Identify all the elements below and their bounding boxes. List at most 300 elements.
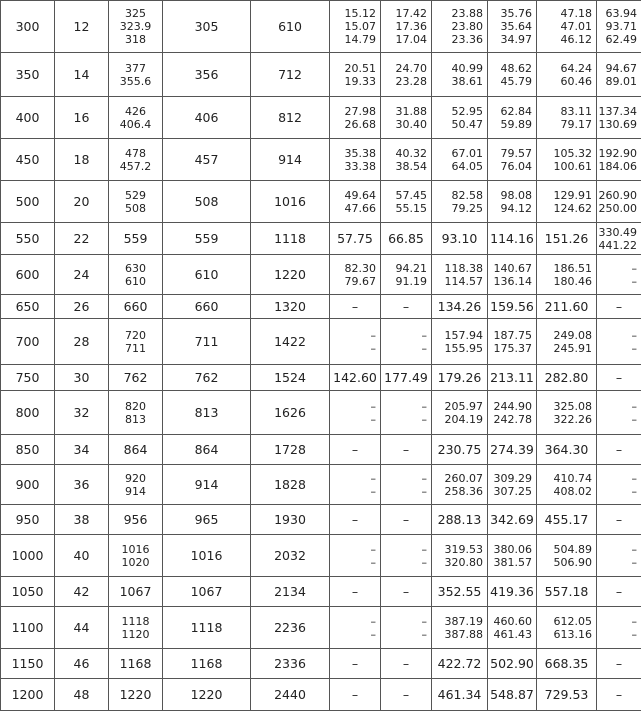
table-cell — [537, 607, 597, 649]
table-cell: 1220 — [251, 255, 330, 295]
table-cell: 1626 — [251, 391, 330, 435]
cell-value: 130.69 — [597, 118, 641, 131]
table-cell — [488, 319, 537, 365]
cell-value: 27.98 — [330, 105, 380, 118]
table-cell: 1067 — [163, 577, 251, 607]
cell-value: 45.79 — [488, 75, 536, 88]
cell-value: 34.97 — [488, 33, 536, 46]
cell-value: 387.88 — [432, 628, 487, 641]
cell-value: 52.95 — [432, 105, 487, 118]
table-row — [1, 181, 641, 223]
cell-value: – — [330, 413, 380, 426]
cell-value: 249.08 — [537, 329, 596, 342]
table-cell: – — [381, 679, 432, 711]
table-cell — [488, 53, 537, 97]
cell-value: 94.67 — [597, 62, 641, 75]
table-cell — [597, 53, 641, 97]
cell-value: 307.25 — [488, 485, 536, 498]
table-cell — [330, 97, 381, 139]
cell-value: 15.12 — [330, 7, 380, 20]
table-cell: – — [381, 295, 432, 319]
table-cell: 965 — [163, 505, 251, 535]
cell-value: 319.53 — [432, 543, 487, 556]
table-cell — [330, 607, 381, 649]
table-cell: – — [330, 679, 381, 711]
table-cell: 914 — [251, 139, 330, 181]
cell-value: 19.33 — [330, 75, 380, 88]
cell-value: – — [330, 485, 380, 498]
cell-value: 48.62 — [488, 62, 536, 75]
cell-value: 1020 — [109, 556, 162, 569]
table-cell: 660 — [109, 295, 163, 319]
cell-value: 35.38 — [330, 147, 380, 160]
cell-value: – — [381, 400, 431, 413]
cell-value: 79.17 — [537, 118, 596, 131]
table-cell — [597, 255, 641, 295]
table-cell: 457 — [163, 139, 251, 181]
table-cell: 1150 — [1, 649, 55, 679]
table-cell — [488, 139, 537, 181]
cell-value: – — [597, 615, 641, 628]
table-cell — [432, 53, 488, 97]
cell-value: – — [330, 472, 380, 485]
cell-value: 204.19 — [432, 413, 487, 426]
table-cell: 1016 — [163, 535, 251, 577]
table-cell: 1422 — [251, 319, 330, 365]
table-cell: 1320 — [251, 295, 330, 319]
cell-value: – — [381, 342, 431, 355]
table-cell — [488, 607, 537, 649]
table-cell: 66.85 — [381, 223, 432, 255]
table-cell: 20 — [55, 181, 109, 223]
cell-value: 26.68 — [330, 118, 380, 131]
table-cell: 800 — [1, 391, 55, 435]
table-cell: 2032 — [251, 535, 330, 577]
table-cell — [488, 535, 537, 577]
table-row — [1, 319, 641, 365]
cell-value: 89.01 — [597, 75, 641, 88]
cell-value: 17.42 — [381, 7, 431, 20]
cell-value: 504.89 — [537, 543, 596, 556]
table-cell — [432, 465, 488, 505]
table-cell: 557.18 — [537, 577, 597, 607]
cell-value: – — [381, 628, 431, 641]
table-cell: 729.53 — [537, 679, 597, 711]
table-cell — [330, 1, 381, 53]
cell-value: 114.57 — [432, 275, 487, 288]
cell-value: 244.90 — [488, 400, 536, 413]
table-cell: 44 — [55, 607, 109, 649]
table-cell: 900 — [1, 465, 55, 505]
table-cell: 1000 — [1, 535, 55, 577]
cell-value: 205.97 — [432, 400, 487, 413]
cell-value: 322.26 — [537, 413, 596, 426]
table-cell: 1828 — [251, 465, 330, 505]
cell-value: – — [597, 413, 641, 426]
cell-value: 529 — [109, 189, 162, 202]
cell-value: 406.4 — [109, 118, 162, 131]
table-cell: 712 — [251, 53, 330, 97]
table-cell — [381, 535, 432, 577]
cell-value: 60.46 — [537, 75, 596, 88]
cell-value: – — [597, 628, 641, 641]
table-cell: – — [381, 577, 432, 607]
table-cell — [488, 97, 537, 139]
table-cell — [330, 391, 381, 435]
table-cell — [381, 181, 432, 223]
cell-value: 64.24 — [537, 62, 596, 75]
table-cell — [330, 139, 381, 181]
cell-value: 175.37 — [488, 342, 536, 355]
table-row — [1, 505, 641, 535]
cell-value: 57.45 — [381, 189, 431, 202]
cell-value: 441.22 — [597, 239, 641, 252]
table-cell: 548.87 — [488, 679, 537, 711]
table-cell — [109, 465, 163, 505]
table-cell: 1050 — [1, 577, 55, 607]
cell-value: 31.88 — [381, 105, 431, 118]
table-cell: 419.36 — [488, 577, 537, 607]
table-cell: 559 — [109, 223, 163, 255]
table-cell — [597, 181, 641, 223]
table-cell — [381, 319, 432, 365]
cell-value: 35.76 — [488, 7, 536, 20]
table-cell: 142.60 — [330, 365, 381, 391]
table-cell: 1728 — [251, 435, 330, 465]
table-row — [1, 607, 641, 649]
table-cell: 1168 — [109, 649, 163, 679]
table-cell: 14 — [55, 53, 109, 97]
cell-value: 64.05 — [432, 160, 487, 173]
table-cell: 502.90 — [488, 649, 537, 679]
cell-value: 67.01 — [432, 147, 487, 160]
table-cell: 610 — [251, 1, 330, 53]
table-cell: 455.17 — [537, 505, 597, 535]
table-cell — [537, 255, 597, 295]
cell-value: – — [330, 400, 380, 413]
table-row — [1, 365, 641, 391]
table-cell — [109, 255, 163, 295]
table-cell: – — [597, 365, 641, 391]
table-cell — [597, 97, 641, 139]
table-cell: 356 — [163, 53, 251, 97]
cell-value: 129.91 — [537, 189, 596, 202]
table-cell: 42 — [55, 577, 109, 607]
table-cell — [432, 255, 488, 295]
table-cell — [432, 535, 488, 577]
cell-value: 613.16 — [537, 628, 596, 641]
table-cell: 1118 — [251, 223, 330, 255]
table-row — [1, 391, 641, 435]
table-cell — [488, 255, 537, 295]
table-cell — [597, 223, 641, 255]
cell-value: 100.61 — [537, 160, 596, 173]
table-cell: – — [381, 505, 432, 535]
table-cell: 750 — [1, 365, 55, 391]
table-cell: – — [330, 435, 381, 465]
cell-value: 93.71 — [597, 20, 641, 33]
cell-value: 460.60 — [488, 615, 536, 628]
table-cell: 2236 — [251, 607, 330, 649]
table-cell — [432, 391, 488, 435]
table-cell: 812 — [251, 97, 330, 139]
table-cell — [537, 97, 597, 139]
table-cell: 2336 — [251, 649, 330, 679]
cell-value: 17.36 — [381, 20, 431, 33]
table-cell: 956 — [109, 505, 163, 535]
cell-value: 457.2 — [109, 160, 162, 173]
table-cell — [537, 535, 597, 577]
table-cell: 950 — [1, 505, 55, 535]
table-cell: – — [330, 649, 381, 679]
table-cell — [109, 97, 163, 139]
table-cell: 2440 — [251, 679, 330, 711]
table-cell — [330, 53, 381, 97]
cell-value: 355.6 — [109, 75, 162, 88]
table-cell: 30 — [55, 365, 109, 391]
table-cell: 159.56 — [488, 295, 537, 319]
cell-value: 260.90 — [597, 189, 641, 202]
table-cell — [537, 53, 597, 97]
table-cell: 559 — [163, 223, 251, 255]
table-cell — [330, 255, 381, 295]
table-cell: 1220 — [163, 679, 251, 711]
cell-value: – — [381, 472, 431, 485]
cell-value: – — [597, 400, 641, 413]
cell-value: 79.57 — [488, 147, 536, 160]
table-cell: 500 — [1, 181, 55, 223]
cell-value: 186.51 — [537, 262, 596, 275]
table-cell — [432, 181, 488, 223]
table-cell: 711 — [163, 319, 251, 365]
table-cell — [432, 607, 488, 649]
table-cell: – — [330, 505, 381, 535]
cell-value: 258.36 — [432, 485, 487, 498]
table-cell: 1016 — [251, 181, 330, 223]
cell-value: 38.61 — [432, 75, 487, 88]
cell-value: 49.64 — [330, 189, 380, 202]
cell-value: 62.49 — [597, 33, 641, 46]
cell-value: 325 — [109, 7, 162, 20]
cell-value: 610 — [109, 275, 162, 288]
cell-value: – — [597, 262, 641, 275]
cell-value: 40.32 — [381, 147, 431, 160]
table-cell — [109, 181, 163, 223]
table-cell — [537, 139, 597, 181]
table-cell — [330, 465, 381, 505]
table-cell — [597, 319, 641, 365]
table-cell: 305 — [163, 1, 251, 53]
table-cell: 352.55 — [432, 577, 488, 607]
table-cell: 34 — [55, 435, 109, 465]
table-cell: 1100 — [1, 607, 55, 649]
table-cell — [381, 97, 432, 139]
table-cell: 12 — [55, 1, 109, 53]
cell-value: 187.75 — [488, 329, 536, 342]
table-cell: 668.35 — [537, 649, 597, 679]
cell-value: 105.32 — [537, 147, 596, 160]
table-cell — [488, 391, 537, 435]
table-cell: 700 — [1, 319, 55, 365]
cell-value: 79.25 — [432, 202, 487, 215]
cell-value: 76.04 — [488, 160, 536, 173]
table-cell: 1220 — [109, 679, 163, 711]
table-cell: 762 — [163, 365, 251, 391]
cell-value: 30.40 — [381, 118, 431, 131]
cell-value: 47.66 — [330, 202, 380, 215]
table-cell — [330, 535, 381, 577]
table-cell: 342.69 — [488, 505, 537, 535]
table-cell: 508 — [163, 181, 251, 223]
table-cell: 850 — [1, 435, 55, 465]
table-cell: 213.11 — [488, 365, 537, 391]
cell-value: – — [330, 329, 380, 342]
table-cell — [432, 319, 488, 365]
cell-value: 94.12 — [488, 202, 536, 215]
cell-value: 38.54 — [381, 160, 431, 173]
cell-value: 711 — [109, 342, 162, 355]
table-cell: 461.34 — [432, 679, 488, 711]
table-cell: 364.30 — [537, 435, 597, 465]
cell-value: 309.29 — [488, 472, 536, 485]
cell-value: 720 — [109, 329, 162, 342]
cell-value: 50.47 — [432, 118, 487, 131]
table-cell: 274.39 — [488, 435, 537, 465]
cell-value: 23.88 — [432, 7, 487, 20]
cell-value: – — [330, 615, 380, 628]
cell-value: 180.46 — [537, 275, 596, 288]
table-cell: 600 — [1, 255, 55, 295]
table-row — [1, 465, 641, 505]
table-cell — [597, 535, 641, 577]
table-cell: 450 — [1, 139, 55, 181]
table-cell: 914 — [163, 465, 251, 505]
table-cell: – — [597, 295, 641, 319]
cell-value: 46.12 — [537, 33, 596, 46]
table-row — [1, 1, 641, 53]
table-cell: 211.60 — [537, 295, 597, 319]
cell-value: 33.38 — [330, 160, 380, 173]
cell-value: 47.18 — [537, 7, 596, 20]
cell-value: – — [330, 628, 380, 641]
cell-value: – — [381, 556, 431, 569]
cell-value: – — [597, 556, 641, 569]
cell-value: 192.90 — [597, 147, 641, 160]
table-cell: – — [597, 505, 641, 535]
cell-value: 1120 — [109, 628, 162, 641]
cell-value: 813 — [109, 413, 162, 426]
table-cell — [597, 1, 641, 53]
table-cell: 288.13 — [432, 505, 488, 535]
cell-value: 17.04 — [381, 33, 431, 46]
cell-value: – — [330, 342, 380, 355]
table-cell — [381, 53, 432, 97]
table-cell: 1168 — [163, 649, 251, 679]
table-cell: 282.80 — [537, 365, 597, 391]
cell-value: 318 — [109, 33, 162, 46]
cell-value: 63.94 — [597, 7, 641, 20]
cell-value: 387.19 — [432, 615, 487, 628]
table-cell: 762 — [109, 365, 163, 391]
table-cell: 134.26 — [432, 295, 488, 319]
cell-value: 98.08 — [488, 189, 536, 202]
cell-value: 242.78 — [488, 413, 536, 426]
table-cell: 22 — [55, 223, 109, 255]
table-cell — [432, 97, 488, 139]
table-body — [1, 1, 641, 711]
table-cell — [488, 1, 537, 53]
cell-value: 184.06 — [597, 160, 641, 173]
cell-value: 124.62 — [537, 202, 596, 215]
table-cell: 550 — [1, 223, 55, 255]
cell-value: 155.95 — [432, 342, 487, 355]
table-cell — [381, 1, 432, 53]
cell-value: 920 — [109, 472, 162, 485]
table-row — [1, 649, 641, 679]
table-cell — [381, 255, 432, 295]
table-cell — [597, 391, 641, 435]
cell-value: 15.07 — [330, 20, 380, 33]
table-cell — [109, 319, 163, 365]
cell-value: 377 — [109, 62, 162, 75]
table-cell: 26 — [55, 295, 109, 319]
table-cell: 230.75 — [432, 435, 488, 465]
table-cell: 660 — [163, 295, 251, 319]
cell-value: – — [597, 485, 641, 498]
cell-value: 630 — [109, 262, 162, 275]
table-cell: – — [330, 295, 381, 319]
table-row — [1, 435, 641, 465]
cell-value: – — [381, 485, 431, 498]
cell-value: 506.90 — [537, 556, 596, 569]
table-row — [1, 53, 641, 97]
cell-value: – — [597, 329, 641, 342]
cell-value: 320.80 — [432, 556, 487, 569]
cell-value: 1118 — [109, 615, 162, 628]
table-row — [1, 577, 641, 607]
cell-value: 914 — [109, 485, 162, 498]
table-row — [1, 97, 641, 139]
table-cell: 38 — [55, 505, 109, 535]
table-cell: 1118 — [163, 607, 251, 649]
table-row — [1, 139, 641, 181]
cell-value: 508 — [109, 202, 162, 215]
cell-value: 612.05 — [537, 615, 596, 628]
table-cell: – — [597, 649, 641, 679]
table-cell — [109, 391, 163, 435]
cell-value: 82.58 — [432, 189, 487, 202]
cell-value: 35.64 — [488, 20, 536, 33]
table-cell: – — [381, 435, 432, 465]
cell-value: – — [330, 556, 380, 569]
cell-value: 1016 — [109, 543, 162, 556]
cell-value: 20.51 — [330, 62, 380, 75]
table-cell — [488, 181, 537, 223]
table-cell — [109, 53, 163, 97]
cell-value: 330.49 — [597, 226, 641, 239]
cell-value: 157.94 — [432, 329, 487, 342]
table-cell: 650 — [1, 295, 55, 319]
table-cell: 177.49 — [381, 365, 432, 391]
table-cell: 2134 — [251, 577, 330, 607]
cell-value: 40.99 — [432, 62, 487, 75]
cell-value: – — [381, 413, 431, 426]
cell-value: 91.19 — [381, 275, 431, 288]
cell-value: 47.01 — [537, 20, 596, 33]
cell-value: – — [381, 329, 431, 342]
table-row — [1, 223, 641, 255]
table-cell: 1067 — [109, 577, 163, 607]
